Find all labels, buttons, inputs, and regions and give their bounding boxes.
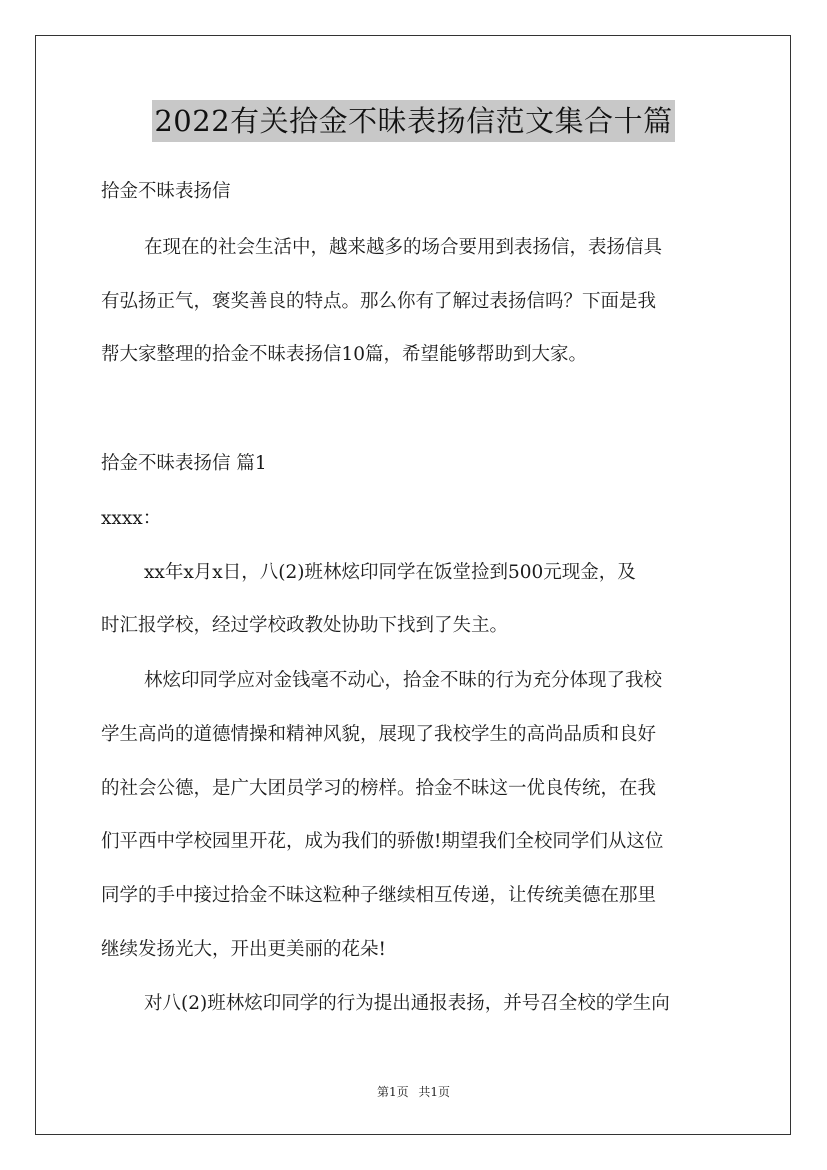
paragraph-line: 的社会公德，是广大团员学习的榜样。拾金不昧这一优良传统，在我: [101, 778, 657, 799]
title-container: [0, 100, 827, 142]
letter-heading: 拾金不昧表扬信 篇1: [101, 453, 267, 474]
paragraph-line: 在现在的社会生活中，越来越多的场合要用到表扬信，表扬信具: [144, 237, 663, 258]
paragraph-line: 有弘扬正气，褒奖善良的特点。那么你有了解过表扬信吗？下面是我: [101, 291, 657, 312]
paragraph-line: 林炫印同学应对金钱毫不动心，拾金不昧的行为充分体现了我校: [144, 670, 663, 691]
paragraph-line: 同学的手中接过拾金不昧这粒种子继续相互传递，让传统美德在那里: [101, 885, 657, 906]
paragraph-line: 时汇报学校，经过学校政教处协助下找到了失主。: [101, 615, 509, 636]
paragraph-line: 对八(2)班林炫印同学的行为提出通报表扬，并号召全校的学生向: [144, 993, 670, 1014]
salutation: xxxx：: [101, 508, 162, 529]
paragraph-line: 帮大家整理的拾金不昧表扬信10篇，希望能够帮助到大家。: [101, 344, 588, 365]
document-title: 2022有关拾金不昧表扬信范文集合十篇: [152, 100, 674, 142]
page-total: 共1页: [418, 1085, 451, 1099]
page-footer: [0, 1083, 827, 1101]
section-heading: 拾金不昧表扬信: [101, 181, 231, 202]
paragraph-line: 继续发扬光大，开出更美丽的花朵!: [101, 939, 386, 960]
paragraph-line: xx年x月x日，八(2)班林炫印同学在饭堂捡到500元现金，及: [144, 562, 636, 583]
page-number: 第1页: [376, 1085, 409, 1099]
paragraph-line: 们平西中学校园里开花，成为我们的骄傲!期望我们全校同学们从这位: [101, 831, 664, 852]
paragraph-line: 学生高尚的道德情操和精神风貌，展现了我校学生的高尚品质和良好: [101, 724, 657, 745]
